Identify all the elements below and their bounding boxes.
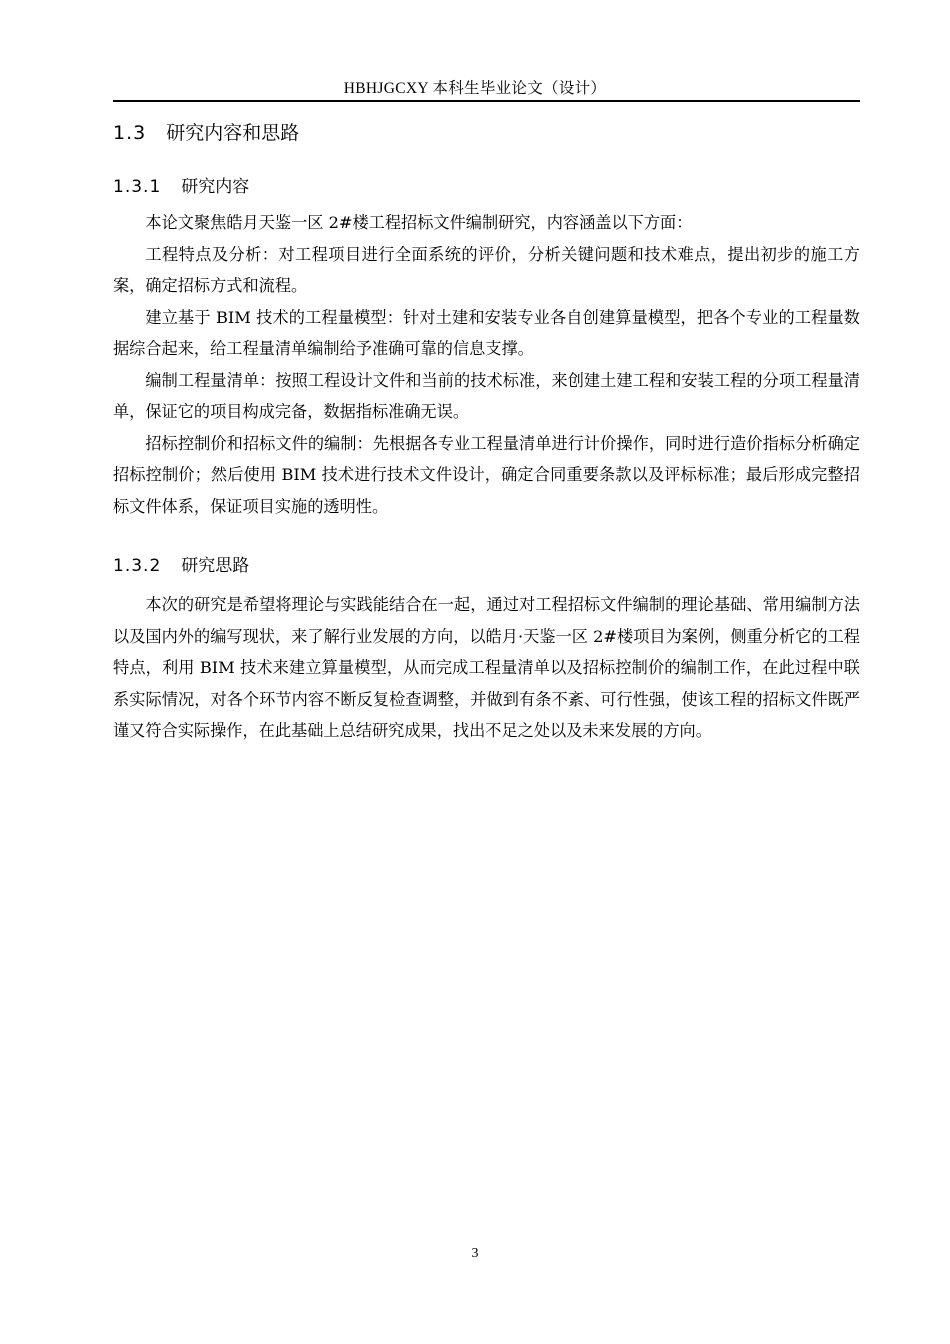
paragraph: 本论文聚焦皓月天鉴一区 2#楼工程招标文件编制研究，内容涵盖以下方面： [145, 213, 693, 232]
header-divider [113, 100, 860, 102]
page-number: 3 [471, 1246, 479, 1261]
section-heading-1-3 [113, 118, 299, 145]
section-number: 1.3 [113, 122, 147, 144]
research-approach-body [113, 589, 860, 747]
paragraph: 本次的研究是希望将理论与实践能结合在一起，通过对工程招标文件编制的理论基础、常用编制方法以及国内外的编写现状，来了解行业发展的方向，以皓月·天鉴一区 2#楼项目为案例，侧重分析它的工程特点，利用 BIM 技术来建立算量模型，从而完成工程量清单以及招标控制价的编制工作，在此过程中联系实际情况，对各个环节内容不断反复检查调整，并做到有条不紊、可行性强，使该工程的招标文件既严谨又符合实际操作，在此基础上总结研究成果，找出不足之处以及未来发展的方向。 [113, 595, 860, 740]
paragraph: 建立基于 BIM 技术的工程量模型：针对土建和安装专业各自创建算量模型，把各个专业的工程量数据综合起来，给工程量清单编制给予准确可靠的信息支撑。 [113, 307, 860, 358]
subsection-number: 1.3.2 [113, 556, 162, 576]
running-header: HBHJGCXY 本科生毕业论文（设计） [343, 80, 607, 97]
paragraph: 招标控制价和招标文件的编制：先根据各专业工程量清单进行计价操作，同时进行造价指标分析确定招标控制价；然后使用 BIM 技术进行技术文件设计，确定合同重要条款以及评标标准；最后形成完整招标文件体系，保证项目实施的透明性。 [113, 433, 860, 516]
section-title: 研究内容和思路 [166, 122, 300, 144]
paragraph: 工程特点及分析：对工程项目进行全面系统的评价，分析关键问题和技术难点，提出初步的施工方案，确定招标方式和流程。 [113, 244, 860, 295]
subsection-title: 研究思路 [181, 556, 250, 576]
research-content-body [113, 207, 860, 522]
subsection-heading-1-3-2 [113, 551, 249, 576]
subsection-title: 研究内容 [181, 177, 250, 197]
paragraph: 编制工程量清单：按照工程设计文件和当前的技术标准，来创建土建工程和安装工程的分项工程量清单，保证它的项目构成完备，数据指标准确无误。 [113, 370, 860, 421]
subsection-number: 1.3.1 [113, 177, 162, 197]
subsection-heading-1-3-1 [113, 172, 249, 197]
